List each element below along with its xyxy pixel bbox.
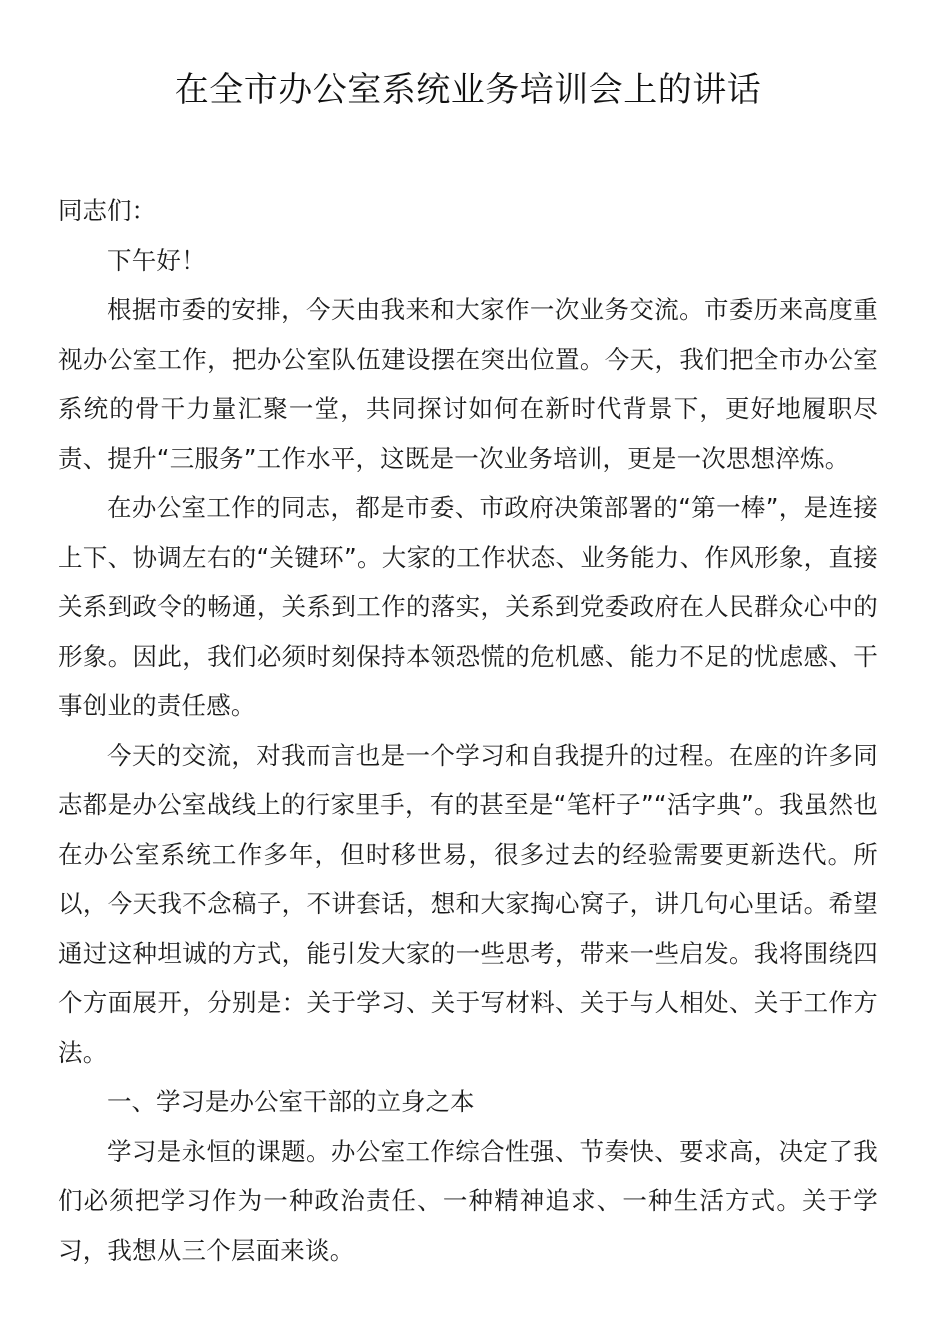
paragraph-exchange: 今天的交流，对我而言也是一个学习和自我提升的过程。在座的许多同志都是办公室战线上的行家里手，有的甚至是“笔杆子”“活字典”。我虽然也在办公室系统工作多年，但时移世易，很多过去的经验需要更新迭代。所以，今天我不念稿子，不讲套话，想和大家掏心窝子，讲几句心里话。希望通过这种坦诚的方式，能引发大家的一些思考，带来一些启发。我将围绕四个方面展开，分别是：关于学习、关于写材料、关于与人相处、关于工作方法。 [58,740,878,1067]
document-title: 在全市办公室系统业务培训会上的讲话 [174,70,762,110]
greeting: 下午好！ [107,245,206,275]
paragraph-intro: 根据市委的安排，今天由我来和大家作一次业务交流。市委历来高度重视办公室工作，把办公室队伍建设摆在突出位置。今天，我们把全市办公室系统的骨干力量汇聚一堂，共同探讨如何在新时代背景下，更好地履职尽责、提升“三服务”工作水平，这既是一次业务培训，更是一次思想淬炼。 [58,295,878,473]
section-paragraph: 学习是永恒的课题。办公室工作综合性强、节奏快、要求高，决定了我们必须把学习作为一种政治责任、一种精神追求、一种生活方式。关于学习，我想从三个层面来谈。 [58,1136,878,1265]
paragraph-role: 在办公室工作的同志，都是市委、市政府决策部署的“第一棒”，是连接上下、协调左右的“关键环”。大家的工作状态、业务能力、作风形象，直接关系到政令的畅通，关系到工作的落实，关系到党委政府在人民群众心中的形象。因此，我们必须时刻保持本领恐慌的危机感、能力不足的忧虑感、干事创业的责任感。 [58,493,878,720]
section-heading: 一、学习是办公室干部的立身之本 [107,1087,475,1116]
salutation: 同志们： [58,196,156,225]
